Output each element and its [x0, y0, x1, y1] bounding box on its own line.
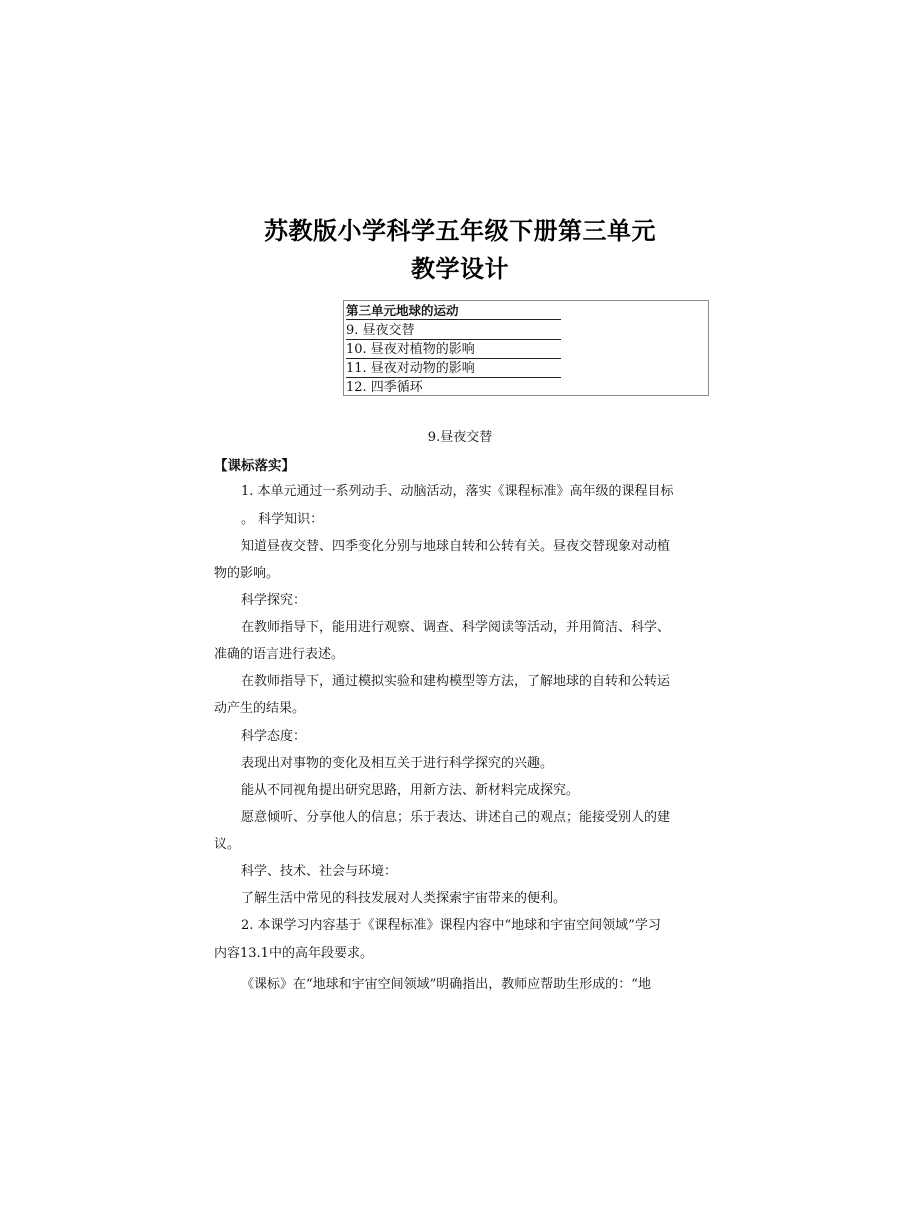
- toc-item: 12. 四季循环: [346, 380, 423, 395]
- toc-unit-title: 第三单元地球的运动: [346, 302, 561, 320]
- document-title-line2: 教学设计: [411, 255, 509, 283]
- body-line: 表现出对事物的变化及相互关于进行科学探究的兴趣。: [241, 756, 554, 771]
- lesson-title: 9.昼夜交替: [427, 430, 493, 445]
- body-line: 物的影响。: [214, 566, 280, 581]
- body-line: 2. 本课学习内容基于《课程标准》课程内容中“地球和宇宙空间领域”学习: [241, 918, 661, 933]
- body-line: 科学态度：: [241, 729, 307, 744]
- body-line: 准确的语言进行表述。: [214, 647, 345, 662]
- body-line: 科学探究：: [241, 593, 307, 608]
- body-line: 1. 本单元通过一系列动手、动脑活动，落实《课程标准》高年级的课程目标: [241, 484, 674, 499]
- document-title-line1: 苏教版小学科学五年级下册第三单元: [264, 217, 656, 245]
- toc-item: 9. 昼夜交替: [346, 321, 708, 340]
- body-line: 在教师指导下，通过模拟实验和建构模型等方法，了解地球的自转和公转运: [241, 674, 671, 689]
- body-line: 。 科学知识：: [241, 512, 324, 527]
- toc-unit-row: [346, 302, 708, 321]
- body-line: 知道昼夜交替、四季变化分别与地球自转和公转有关。昼夜交替现象对动植: [241, 539, 671, 554]
- body-line: 内容13.1中的高年段要求。: [214, 946, 373, 961]
- toc-item: 10. 昼夜对植物的影响: [346, 340, 708, 359]
- body-line: 科学、技术、社会与环境：: [241, 864, 398, 879]
- body-line: 动产生的结果。: [214, 701, 306, 716]
- body-line: 了解生活中常见的科技发展对人类探索宇宙带来的便利。: [241, 891, 567, 906]
- body-line: 愿意倾听、分享他人的信息；乐于表达、讲述自己的观点；能接受别人的建: [241, 810, 671, 825]
- body-line: 能从不同视角提出研究思路，用新方法、新材料完成探究。: [241, 783, 580, 798]
- body-line: 在教师指导下，能用进行观察、调查、科学阅读等活动，并用简洁、科学、: [241, 620, 671, 635]
- toc-item: 11. 昼夜对动物的影响: [346, 359, 708, 378]
- section-heading: 【课标落实】: [214, 458, 295, 474]
- body-line: 《课标》在“地球和宇宙空间领域”明确指出，教师应帮助生形成的：“地: [241, 977, 651, 992]
- unit-contents-box: [343, 300, 709, 396]
- body-line: 议。: [214, 837, 241, 852]
